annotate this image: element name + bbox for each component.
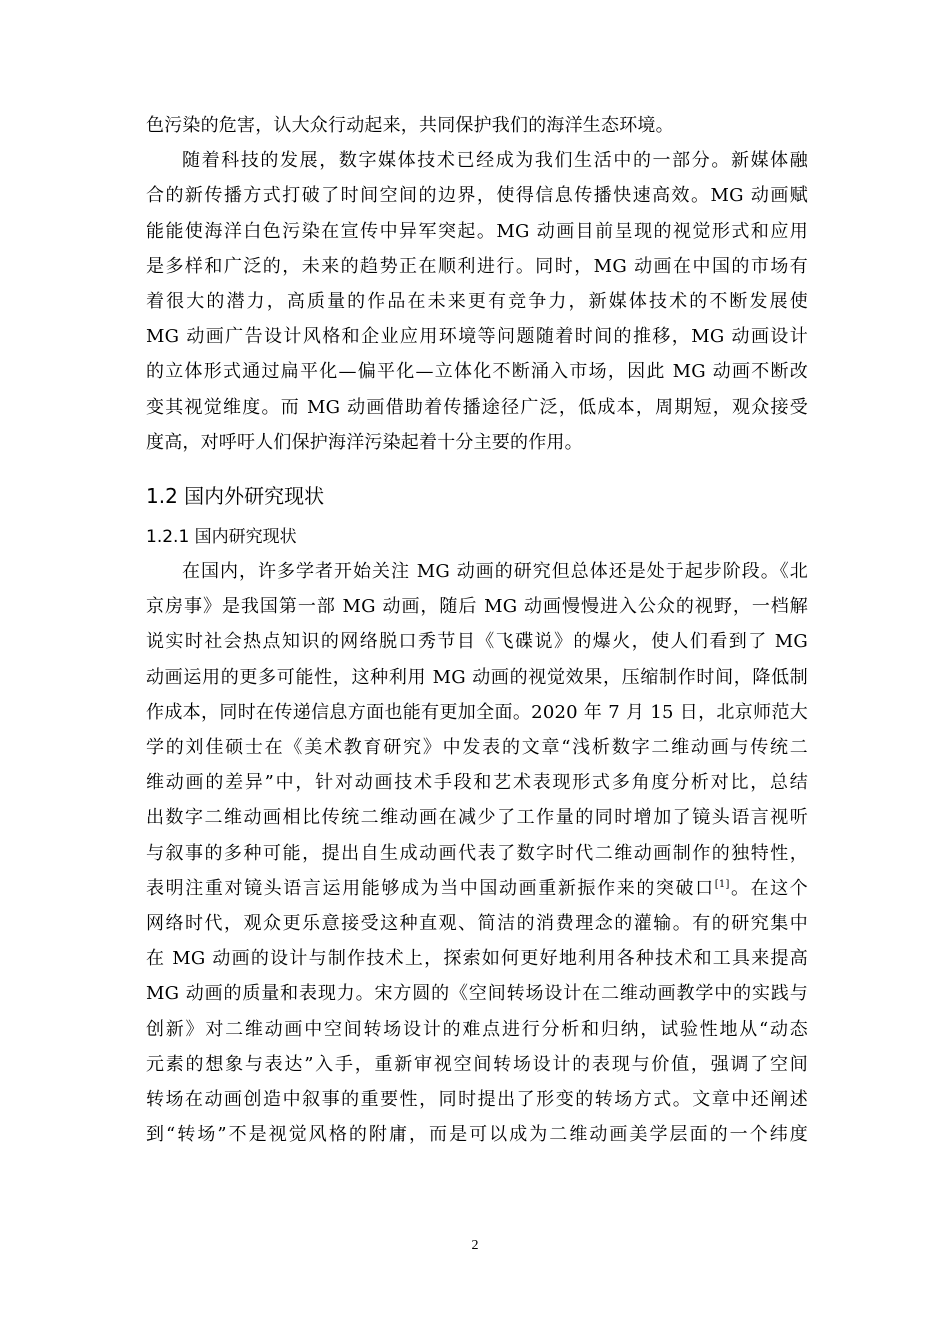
paragraph-domestic-research xyxy=(146,554,808,1152)
citation-text-after: 。在这个 xyxy=(729,877,808,899)
text-line: 合的新传播方式打破了时间空间的边界，使得信息传播快速高效。MG 动画赋 xyxy=(146,185,808,207)
text-line: 网络时代，观众更乐意接受这种直观、简洁的消费理念的灌输。有的研究集中 xyxy=(146,913,808,935)
text-line: 色污染的危害，认大众行动起来，共同保护我们的海洋生态环境。 xyxy=(146,115,674,136)
text-line: 作成本，同时在传递信息方面也能有更加全面。2020 年 7 月 15 日，北京师范大 xyxy=(146,701,808,723)
page-content xyxy=(146,108,808,1152)
text-line: 转场在动画创造中叙事的重要性，同时提出了形变的转场方式。文章中还阐述 xyxy=(146,1089,808,1111)
text-line: 维动画的差异”中，针对动画技术手段和艺术表现形式多角度分析对比，总结 xyxy=(146,772,808,794)
page-number: 2 xyxy=(471,1238,479,1253)
subsection-heading: 1.2.1 国内研究现状 xyxy=(146,527,297,548)
section-heading: 1.2 国内外研究现状 xyxy=(146,484,325,509)
text-line-with-citation xyxy=(146,871,808,906)
text-line: 在国内，许多学者开始关注 MG 动画的研究但总体还是处于起步阶段。《北 xyxy=(182,561,808,583)
citation-text-before: 表明注重对镜头语言运用能够成为当中国动画重新振作来的突破口 xyxy=(146,877,715,899)
text-line: 动画运用的更多可能性，这种利用 MG 动画的视觉效果，压缩制作时间，降低制 xyxy=(146,666,808,688)
text-line: 的立体形式通过扁平化—偏平化—立体化不断涌入市场，因此 MG 动画不断改 xyxy=(146,361,808,383)
text-line: 元素的想象与表达”入手，重新审视空间转场设计的表现与价值，强调了空间 xyxy=(146,1053,808,1075)
text-line: 京房事》是我国第一部 MG 动画，随后 MG 动画慢慢进入公众的视野，一档解 xyxy=(146,596,808,618)
text-line: 能能使海洋白色污染在宣传中异军突起。MG 动画目前呈现的视觉形式和应用 xyxy=(146,220,808,242)
text-line: 出数字二维动画相比传统二维动画在减少了工作量的同时增加了镜头语言视听 xyxy=(146,807,808,829)
text-line: 度高，对呼吁人们保护海洋污染起着十分主要的作用。 xyxy=(146,431,583,453)
citation-reference[interactable]: [1] xyxy=(714,878,730,890)
text-line: 变其视觉维度。而 MG 动画借助着传播途径广泛，低成本，周期短，观众接受 xyxy=(146,396,808,418)
text-line: 创新》对二维动画中空间转场设计的难点进行分析和归纳，试验性地从“动态 xyxy=(146,1018,808,1040)
intro-paragraph xyxy=(146,108,808,143)
text-line: 与叙事的多种可能，提出自生成动画代表了数字时代二维动画制作的独特性， xyxy=(146,842,808,864)
text-line: 着很大的潜力，高质量的作品在未来更有竞争力，新媒体技术的不断发展使 xyxy=(146,291,808,313)
text-line: 随着科技的发展，数字媒体技术已经成为我们生活中的一部分。新媒体融 xyxy=(182,150,808,172)
text-line: 在 MG 动画的设计与制作技术上，探索如何更好地利用各种技术和工具来提高 xyxy=(146,948,808,970)
text-line: 是多样和广泛的，未来的趋势正在顺利进行。同时，MG 动画在中国的市场有 xyxy=(146,255,808,277)
text-line: 学的刘佳硕士在《美术教育研究》中发表的文章“浅析数字二维动画与传统二 xyxy=(146,737,808,759)
text-line: MG 动画广告设计风格和企业应用环境等问题随着时间的推移，MG 动画设计 xyxy=(146,326,808,348)
paragraph-new-media xyxy=(146,143,808,460)
text-line: 到“转场”不是视觉风格的附庸，而是可以成为二维动画美学层面的一个纬度 xyxy=(146,1124,808,1146)
text-line: 说实时社会热点知识的网络脱口秀节目《飞碟说》的爆火，使人们看到了 MG xyxy=(146,631,808,653)
text-line: MG 动画的质量和表现力。宋方圆的《空间转场设计在二维动画教学中的实践与 xyxy=(146,983,808,1005)
